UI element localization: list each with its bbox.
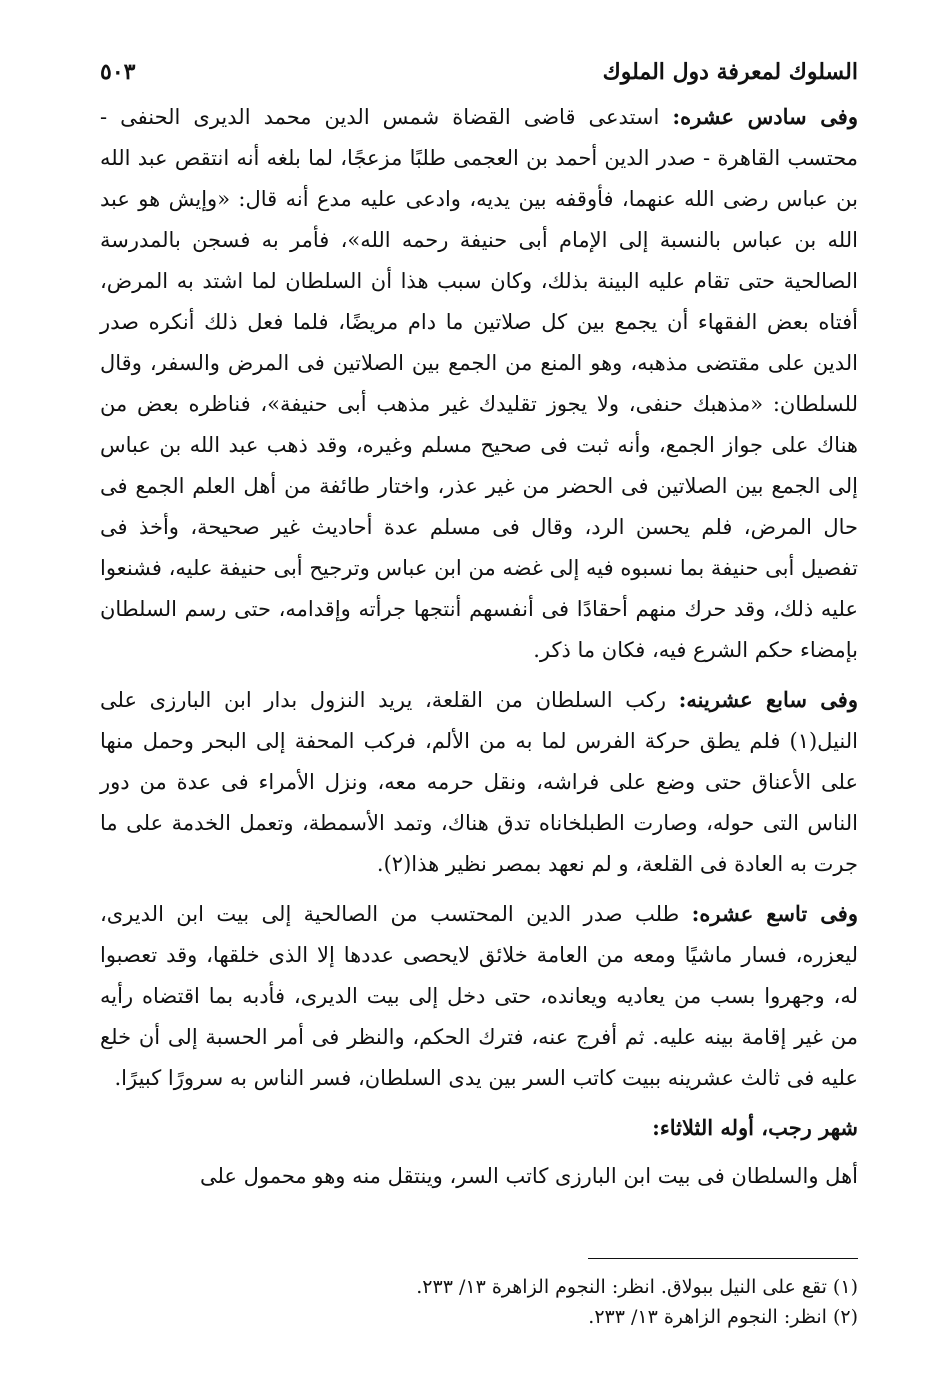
page-number: ٥٠٣	[100, 59, 136, 85]
paragraph-lead: وفى سادس عشره:	[672, 104, 858, 129]
paragraph	[100, 679, 858, 885]
footnote: (٢) انظر: النجوم الزاهرة ١٣/ ٢٣٣.	[588, 1306, 858, 1328]
paragraph-lead: وفى سابع عشرينه:	[678, 687, 858, 712]
paragraph-lead: وفى تاسع عشره:	[691, 901, 858, 926]
book-title: السلوك لمعرفة دول الملوك	[602, 59, 858, 85]
running-header	[100, 52, 858, 92]
section-heading: شهر رجب، أوله الثلاثاء:	[652, 1115, 858, 1140]
paragraph-text: طلب صدر الدين المحتسب من الصالحية إلى بيت ابن الديرى، ليعزره، فسار ماشيًا ومعه من العامة خلائق لايحصى عددها إلا الذى خلقها، وقد تعصبوا له، وجهروا بسب من يعاديه ويعانده، حتى دخل إلى بيت الديرى، فأدبه بما اقتضاه رأيه من غير إقامة بينه عليه. ثم أفرج عنه، فترك الحكم، والنظر فى أمر الحسبة إلى أن خلع عليه فى ثالث عشرينه ببيت كاتب السر بين يدى السلطان، فسر الناس به سرورًا كبيرًا.	[100, 902, 858, 1090]
footnote-divider	[588, 1258, 858, 1259]
paragraph-text: ركب السلطان من القلعة، يريد النزول بدار ابن البارزى على النيل(١) فلم يطق حركة الفرس لما به من الألم، فركب المحفة إلى البحر وحمل منها على الأعناق حتى وضع على فراشه، ونقل حرمه معه، ونزل الأمراء فى عدة من دور الناس التى حوله، وصارت الطبلخاناه تدق هناك، وتمد الأسمطة، وتعمل الخدمة على ما جرت به العادة فى القلعة، و لم نعهد بمصر نظير هذا(٢).	[100, 688, 858, 876]
paragraph	[100, 893, 858, 1099]
footnote: (١) تقع على النيل ببولاق. انظر: النجوم الزاهرة ١٣/ ٢٣٣.	[416, 1276, 858, 1298]
paragraph-text: استدعى قاضى القضاة شمس الدين محمد الديرى الحنفى - محتسب القاهرة - صدر الدين أحمد بن العجمى طلبًا مزعجًا، لما بلغه أنه انتقص عبد الله بن عباس رضى الله عنهما، فأوقفه بين يديه، وادعى عليه مدع أنه قال: «وإيش هو عبد الله بن عباس بالنسبة إلى الإمام أبى حنيفة رحمه الله»، فأمر به فسجن بالمدرسة الصالحية حتى تقام عليه البينة بذلك، وكان سبب هذا أن السلطان لما اشتد به المرض، أفتاه بعض الفقهاء أن يجمع بين كل صلاتين ما دام مريضًا، فلما فعل ذلك أنكره صدر الدين على مقتضى مذهبه، وهو المنع من الجمع بين الصلاتين فى المرض والسفر، وقال للسلطان: «مذهبك حنفى، ولا يجوز تقليدك غير مذهب أبى حنيفة»، فناظره بعض من هناك على جواز الجمع، وأنه ثبت فى صحيح مسلم وغيره، وقد ذهب عبد الله بن عباس إلى الجمع بين الصلاتين فى الحضر من غير عذر، واختار طائفة من أهل العلم الجمع فى حال المرض، فلم يحسن الرد، وقال فى مسلم عدة أحاديث غير صحيحة، وأخذ فى تفصيل أبى حنيفة بما نسبوه فيه إلى غضه من ابن عباس وترجيح أبى حنيفة عليه، فشنعوا عليه ذلك، وقد حرك منهم أحقادًا فى أنفسهم أنتجها جرأته وإقدامه، حتى رسم السلطان بإمضاء حكم الشرع فيه، فكان ما ذكر.	[100, 105, 858, 662]
main-text	[100, 96, 858, 1205]
final-line: أهل والسلطان فى بيت ابن البارزى كاتب السر، وينتقل منه وهو محمول على	[199, 1164, 858, 1188]
footnotes	[100, 1272, 858, 1332]
paragraph	[100, 96, 858, 671]
